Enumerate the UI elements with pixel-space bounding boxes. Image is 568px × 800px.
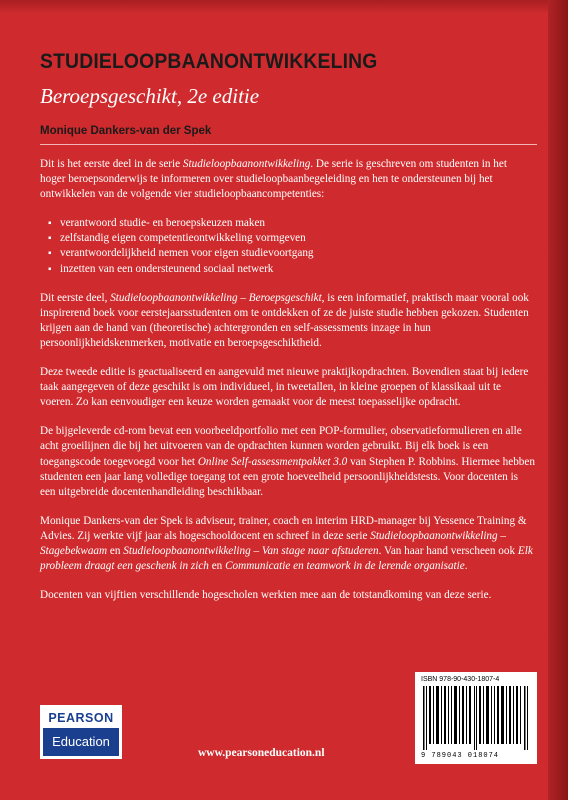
intro-paragraph: Dit is het eerste deel in de serie Studieloopbaanontwikkeling. De serie is geschreven om studenten in het hoger beroepsonderwijs te informeren over studieloopbaanbegeleiding en hen te ondersteunen bij het ontwikkelen van de volgende vier studieloopbaancompetenties: xyxy=(40,158,507,201)
book-subtitle: Beroepsgeschikt, 2e editie xyxy=(40,84,260,108)
edition-paragraph: Deze tweede editie is geactualiseerd en aangevuld met nieuwe praktijkopdrachten. Bovendien staat bij iedere taak aangegeven of deze geschikt is om individueel, in tweetallen, in kleine groepen of klassikaal uit te voeren. Zo kan eenvoudiger een keuze worden gemaakt voor de meest toepasselijke opdracht. xyxy=(40,366,529,409)
cover-top-edge xyxy=(0,0,568,14)
pearson-wordmark: PEARSON xyxy=(43,708,119,728)
pearson-logo xyxy=(40,705,122,759)
barcode-digits: 9 789043 018074 xyxy=(421,752,500,760)
author-bio-paragraph: Monique Dankers-van der Spek is adviseur, trainer, coach en interim HRD-manager bij Yessence Training & Advies. Zij werkte vijf jaar als hogeschooldocent en schreef in deze serie Studieloopbaanontwikkeling – Stagebekwaam en Studieloopbaanontwikkeling – Van stage naar afstuderen. Van haar hand verscheen ook Elk probleem draagt een geschenk in zich en Communicatie en teamwork in de lerende organisatie. xyxy=(40,514,533,573)
blurb xyxy=(40,157,535,617)
book-spine-edge xyxy=(548,0,568,800)
book-author: Monique Dankers-van der Spek xyxy=(40,125,212,137)
book-description-paragraph: Dit eerste deel, Studieloopbaanontwikkeling – Beroepsgeschikt, is een informatief, praktisch maar vooral ook inspirerend boek voor eerstejaarsstudenten om te ontdekken of ze de juiste studie hebben gekozen. Studenten krijgen aan de hand van (theoretische) achtergronden en self-assessments inzage in hun persoonlijkheidskenmerken, motivatie en beroepsgeschiktheid. xyxy=(40,291,529,349)
book-title: STUDIELOOPBAANONTWIKKELING xyxy=(40,50,378,73)
website-url: www.pearsoneducation.nl xyxy=(198,747,325,759)
cd-rom-paragraph: De bijgeleverde cd-rom bevat een voorbeeldportfolio met een POP-formulier, observatieformulieren en alle acht groeilijnen die bij het uitvoeren van de opdrachten kunnen worden gebruikt. Bij elk boek is een toegangscode toegevoegd voor het Online Self-assessmentpakket 3.0 van Stephen P. Robbins. Hiermee hebben studenten een jaar lang volledige toegang tot een grote hoeveelheid persoonlijkheidstests. Voor docenten is een uitgebreide docentenhandleiding beschikbaar. xyxy=(40,425,535,498)
list-item: ▪ verantwoord studie- en beroepskeuzen maken xyxy=(48,216,535,231)
divider xyxy=(40,144,537,145)
list-item: ▪ inzetten van een ondersteunend sociaal netwerk xyxy=(48,262,535,277)
barcode-icon xyxy=(423,686,529,750)
isbn-number: ISBN 978-90-430-1807-4 xyxy=(421,676,500,683)
isbn-barcode xyxy=(415,672,537,764)
competency-list xyxy=(48,216,535,276)
contributors-paragraph: Docenten van vijftien verschillende hogescholen werkten mee aan de totstandkoming van deze serie. xyxy=(40,589,492,602)
education-wordmark: Education xyxy=(43,728,119,756)
list-item: ▪ zelfstandig eigen competentieontwikkeling vormgeven xyxy=(48,231,535,246)
list-item: ▪ verantwoordelijkheid nemen voor eigen studievoortgang xyxy=(48,246,535,261)
